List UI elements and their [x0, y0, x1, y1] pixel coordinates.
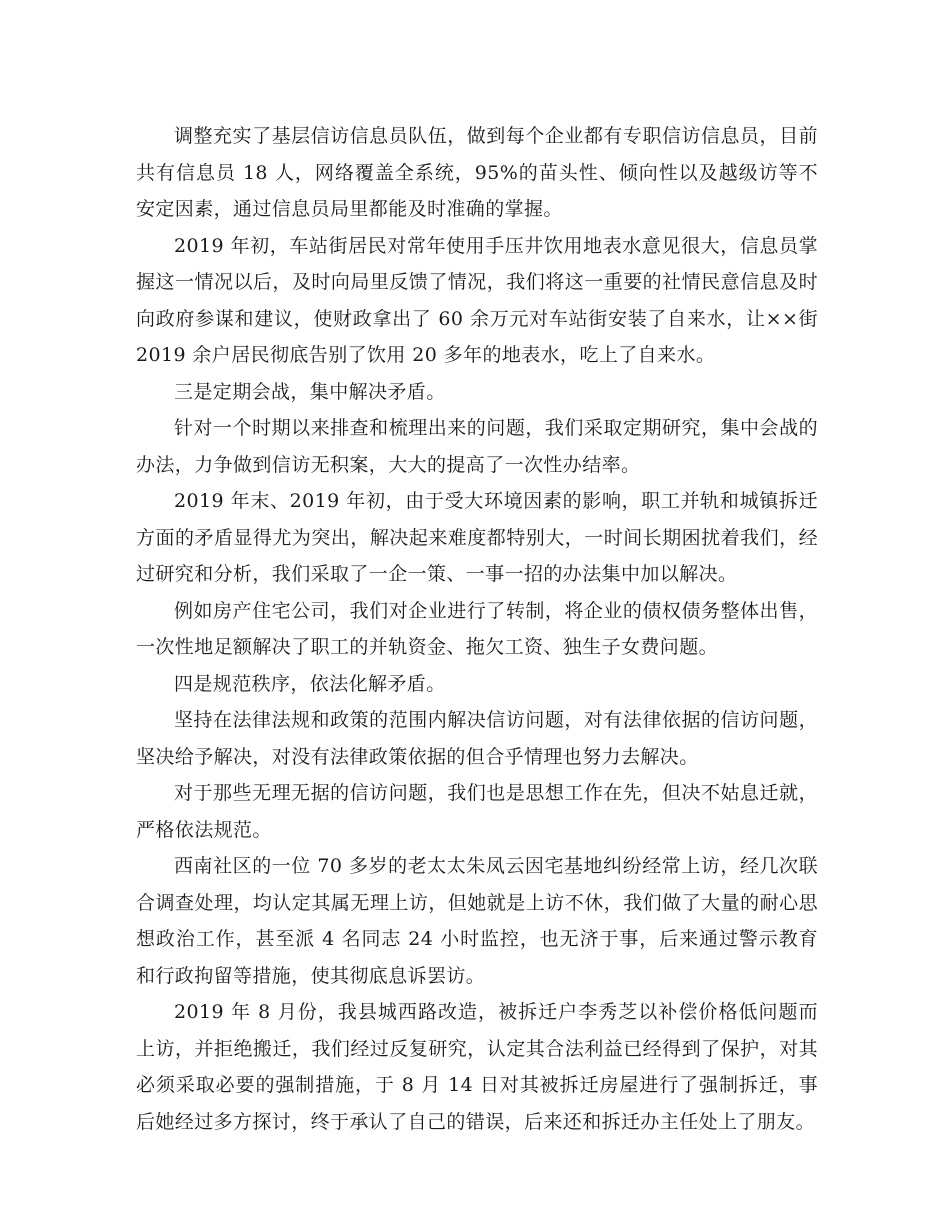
paragraph-4: 针对一个时期以来排查和梳理出来的问题，我们采取定期研究，集中会战的办法，力争做到信访无积案，大大的提高了一次性办结率。: [136, 417, 818, 476]
paragraph-5: 2019 年末、2019 年初，由于受大环境因素的影响，职工并轨和城镇拆迁方面的矛盾显得尤为突出，解决起来难度都特别大，一时间长期困扰着我们，经过研究和分析，我们采取了一企一策、一事一招的办法集中加以解决。: [136, 490, 818, 585]
paragraph-3: 三是定期会战，集中解决矛盾。: [174, 380, 446, 403]
paragraph-10: 西南社区的一位 70 多岁的老太太朱凤云因宅基地纠纷经常上访，经几次联合调查处理，均认定其属无理上访，但她就是上访不休，我们做了大量的耐心思想政治工作，甚至派 4 名同志 24 小时监控，也无济于事，后来通过警示教育和行政拘留等措施，使其彻底息诉罢访。: [136, 855, 818, 987]
paragraph-2: 2019 年初，车站街居民对常年使用手压井饮用地表水意见很大，信息员掌握这一情况以后，及时向局里反馈了情况，我们将这一重要的社情民意信息及时向政府参谋和建议，使财政拿出了 60 余万元对车站街安装了自来水，让××街 2019 余户居民彻底告别了饮用 20 多年的地表水，吃上了自来水。: [136, 234, 818, 366]
document-body: [136, 118, 818, 1140]
paragraph-8: 坚持在法律法规和政策的范围内解决信访问题，对有法律依据的信访问题，坚决给予解决，对没有法律政策依据的但合乎情理也努力去解决。: [136, 709, 818, 768]
paragraph-9: 对于那些无理无据的信访问题，我们也是思想工作在先，但决不姑息迁就，严格依法规范。: [136, 782, 818, 841]
paragraph-6: 例如房产住宅公司，我们对企业进行了转制，将企业的债权债务整体出售，一次性地足额解决了职工的并轨资金、拖欠工资、独生子女费问题。: [136, 599, 818, 658]
paragraph-1: 调整充实了基层信访信息员队伍，做到每个企业都有专职信访信息员，目前共有信息员 18 人，网络覆盖全系统，95%的苗头性、倾向性以及越级访等不安定因素，通过信息员局里都能及时准确的掌握。: [136, 125, 818, 220]
paragraph-11: 2019 年 8 月份，我县城西路改造，被拆迁户李秀芝以补偿价格低问题而上访，并拒绝搬迁，我们经过反复研究，认定其合法利益已经得到了保护，对其必须采取必要的强制措施，于 8 月 14 日对其被拆迁房屋进行了强制拆迁，事后她经过多方探讨，终于承认了自己的错误，后来还和拆迁办主任处上了朋友。: [136, 1001, 818, 1133]
paragraph-7: 四是规范秩序，依法化解矛盾。: [174, 672, 446, 695]
